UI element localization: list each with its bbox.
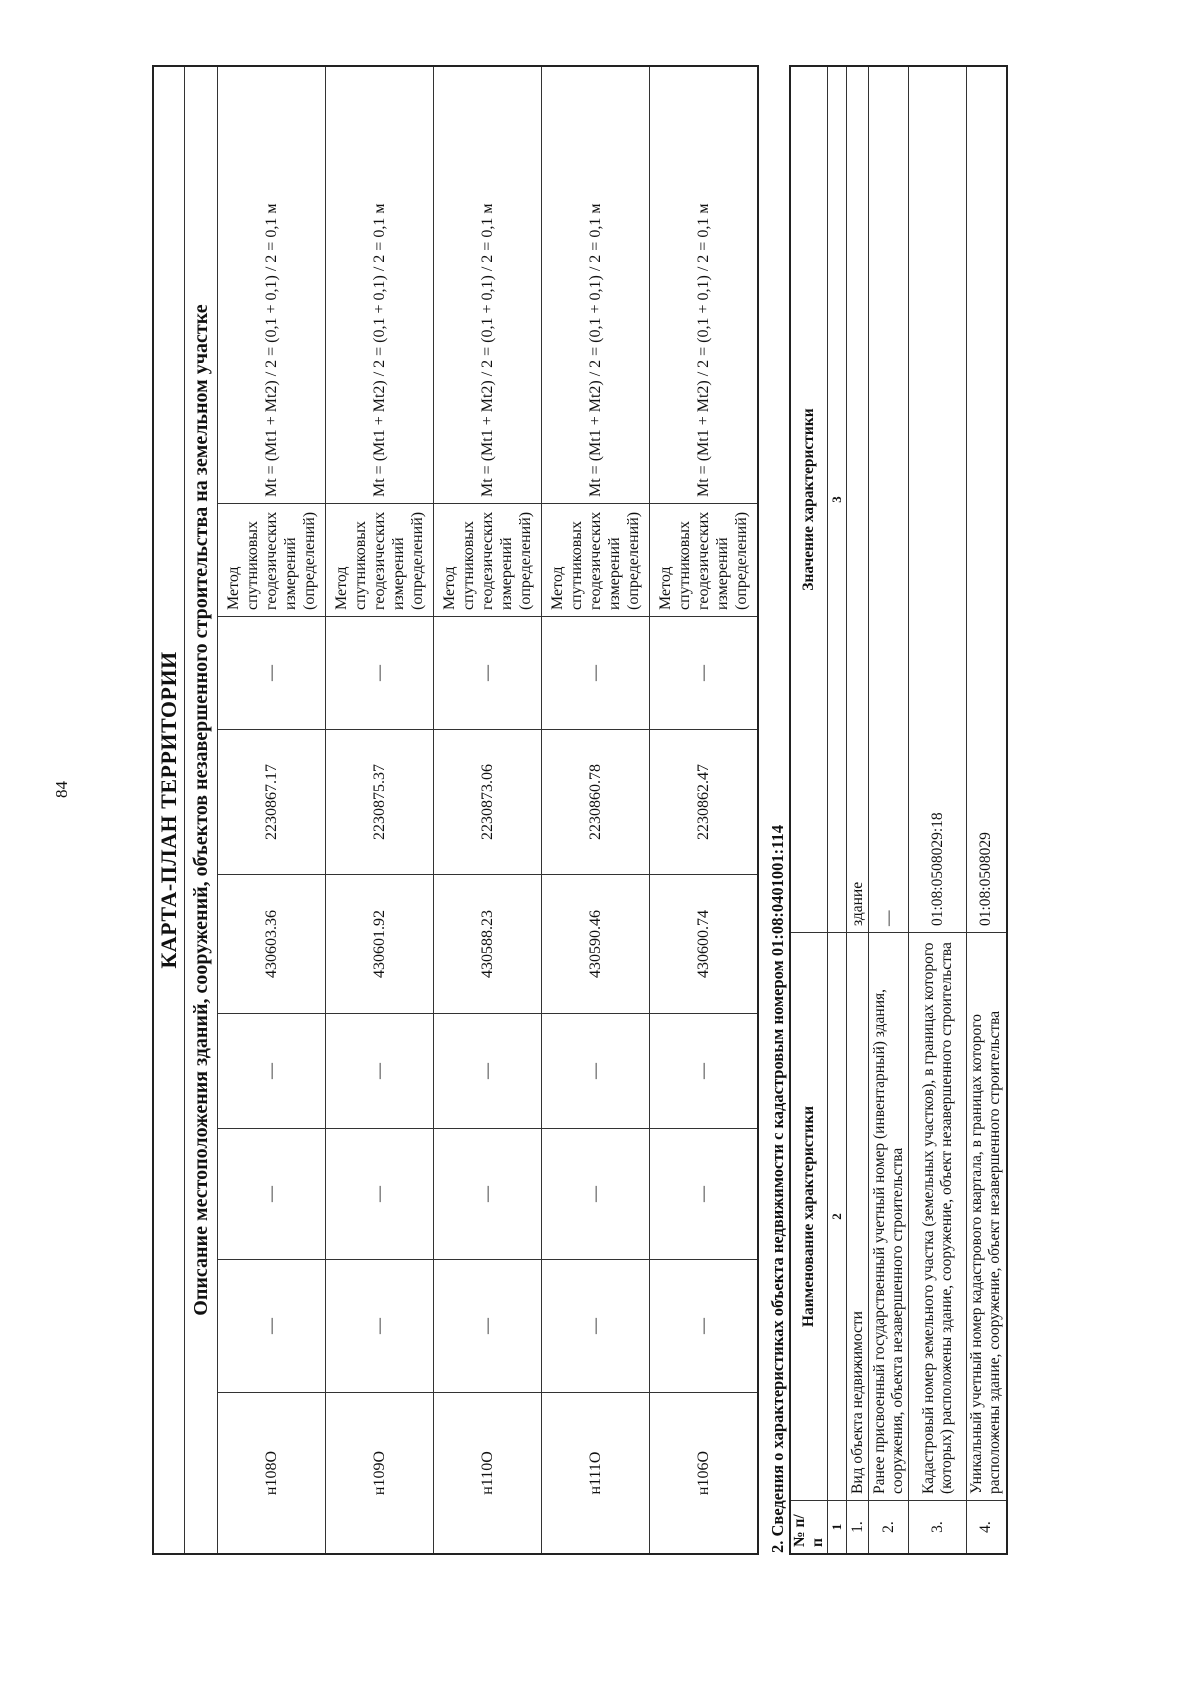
cell-dash: — xyxy=(542,1260,650,1393)
row-name: Вид объекта недвижимости xyxy=(847,933,869,1501)
document-title: КАРТА-ПЛАН ТЕРРИТОРИИ xyxy=(153,66,185,1554)
formula-cell: Mt = (Mt1 + Mt2) / 2 = (0,1 + 0,1) / 2 = 0,1 м xyxy=(434,66,542,504)
point-name: н109О xyxy=(326,1393,434,1555)
subtitle-row xyxy=(185,66,218,1554)
cell-dash: — xyxy=(434,617,542,730)
point-name: н106О xyxy=(650,1393,759,1555)
cell-dash: — xyxy=(542,1129,650,1260)
table-row xyxy=(434,66,542,1554)
row-value: здание xyxy=(847,66,869,933)
section-2 xyxy=(767,65,1008,1555)
cell-dash: — xyxy=(326,1014,434,1129)
cell-dash: — xyxy=(434,1014,542,1129)
row-value: 01:08:0508029 xyxy=(967,66,1007,933)
row-name: Уникальный учетный номер кадастрового квартала, в границах которого расположены здание, сооружение, объект незавершенного строительства xyxy=(967,933,1007,1501)
cell-dash: — xyxy=(650,617,759,730)
characteristics-table xyxy=(789,65,1008,1555)
row-num: 3. xyxy=(909,1501,967,1555)
index-value: 3 xyxy=(828,66,847,933)
index-row xyxy=(828,66,847,1554)
method-cell: Метод спутниковых геодезических измерений (определений) xyxy=(434,504,542,617)
point-name: н111О xyxy=(542,1393,650,1555)
coord-x: 430588.23 xyxy=(434,875,542,1014)
cell-dash: — xyxy=(326,1129,434,1260)
index-num: 1 xyxy=(828,1501,847,1555)
cell-dash: — xyxy=(218,617,326,730)
formula-cell: Mt = (Mt1 + Mt2) / 2 = (0,1 + 0,1) / 2 = 0,1 м xyxy=(326,66,434,504)
table-row xyxy=(650,66,759,1554)
table-row xyxy=(326,66,434,1554)
header-name: Наименование характеристики xyxy=(790,933,828,1501)
cell-dash: — xyxy=(326,1260,434,1393)
coord-y: 2230862.47 xyxy=(650,730,759,875)
row-num: 2. xyxy=(869,1501,909,1555)
table-row xyxy=(847,66,869,1554)
rotated-sheet xyxy=(152,65,1057,1555)
section-2-heading: 2. Сведения о характеристиках объекта недвижимости с кадастровым номером 01:08:0401001:114 xyxy=(768,825,787,1553)
header-row xyxy=(790,66,828,1554)
cell-dash: — xyxy=(542,1014,650,1129)
cell-dash: — xyxy=(218,1260,326,1393)
header-value: Значение характеристики xyxy=(790,66,828,933)
cell-dash: — xyxy=(542,617,650,730)
row-name: Кадастровый номер земельного участка (земельных участков), в границах которого (которых) расположены здание, сооружение, объект незавершенного строительства xyxy=(909,933,967,1501)
table-row xyxy=(909,66,967,1554)
point-name: н108О xyxy=(218,1393,326,1555)
formula-cell: Mt = (Mt1 + Mt2) / 2 = (0,1 + 0,1) / 2 = 0,1 м xyxy=(542,66,650,504)
cell-dash: — xyxy=(218,1129,326,1260)
row-num: 4. xyxy=(967,1501,1007,1555)
cell-dash: — xyxy=(326,617,434,730)
cell-dash: — xyxy=(650,1014,759,1129)
row-value: — xyxy=(869,66,909,933)
coord-x: 430603.36 xyxy=(218,875,326,1014)
method-cell: Метод спутниковых геодезических измерений (определений) xyxy=(326,504,434,617)
coord-y: 2230875.37 xyxy=(326,730,434,875)
formula-cell: Mt = (Mt1 + Mt2) / 2 = (0,1 + 0,1) / 2 = 0,1 м xyxy=(650,66,759,504)
table-row xyxy=(869,66,909,1554)
coord-x: 430601.92 xyxy=(326,875,434,1014)
cell-dash: — xyxy=(218,1014,326,1129)
cell-dash: — xyxy=(434,1260,542,1393)
header-num: № п/п xyxy=(790,1501,828,1555)
table-row xyxy=(542,66,650,1554)
title-row xyxy=(153,66,185,1554)
row-value: 01:08:0508029:18 xyxy=(909,66,967,933)
coord-x: 430600.74 xyxy=(650,875,759,1014)
cell-dash: — xyxy=(650,1129,759,1260)
page-number: 84 xyxy=(52,781,71,798)
cell-dash: — xyxy=(650,1260,759,1393)
row-num: 1. xyxy=(847,1501,869,1555)
row-name: Ранее присвоенный государственный учетный номер (инвентарный) здания, сооружения, объекта незавершенного строительства xyxy=(869,933,909,1501)
formula-cell: Mt = (Mt1 + Mt2) / 2 = (0,1 + 0,1) / 2 = 0,1 м xyxy=(218,66,326,504)
document-subtitle: Описание местоположения зданий, сооружений, объектов незавершенного строительства на земельном участке xyxy=(185,66,218,1554)
coord-y: 2230860.78 xyxy=(542,730,650,875)
method-cell: Метод спутниковых геодезических измерений (определений) xyxy=(650,504,759,617)
index-name: 2 xyxy=(828,933,847,1501)
table-row xyxy=(218,66,326,1554)
method-cell: Метод спутниковых геодезических измерений (определений) xyxy=(218,504,326,617)
method-cell: Метод спутниковых геодезических измерений (определений) xyxy=(542,504,650,617)
coordinates-table xyxy=(152,65,759,1555)
cell-dash: — xyxy=(434,1129,542,1260)
table-row xyxy=(967,66,1007,1554)
coord-y: 2230873.06 xyxy=(434,730,542,875)
coord-x: 430590.46 xyxy=(542,875,650,1014)
point-name: н110О xyxy=(434,1393,542,1555)
coord-y: 2230867.17 xyxy=(218,730,326,875)
